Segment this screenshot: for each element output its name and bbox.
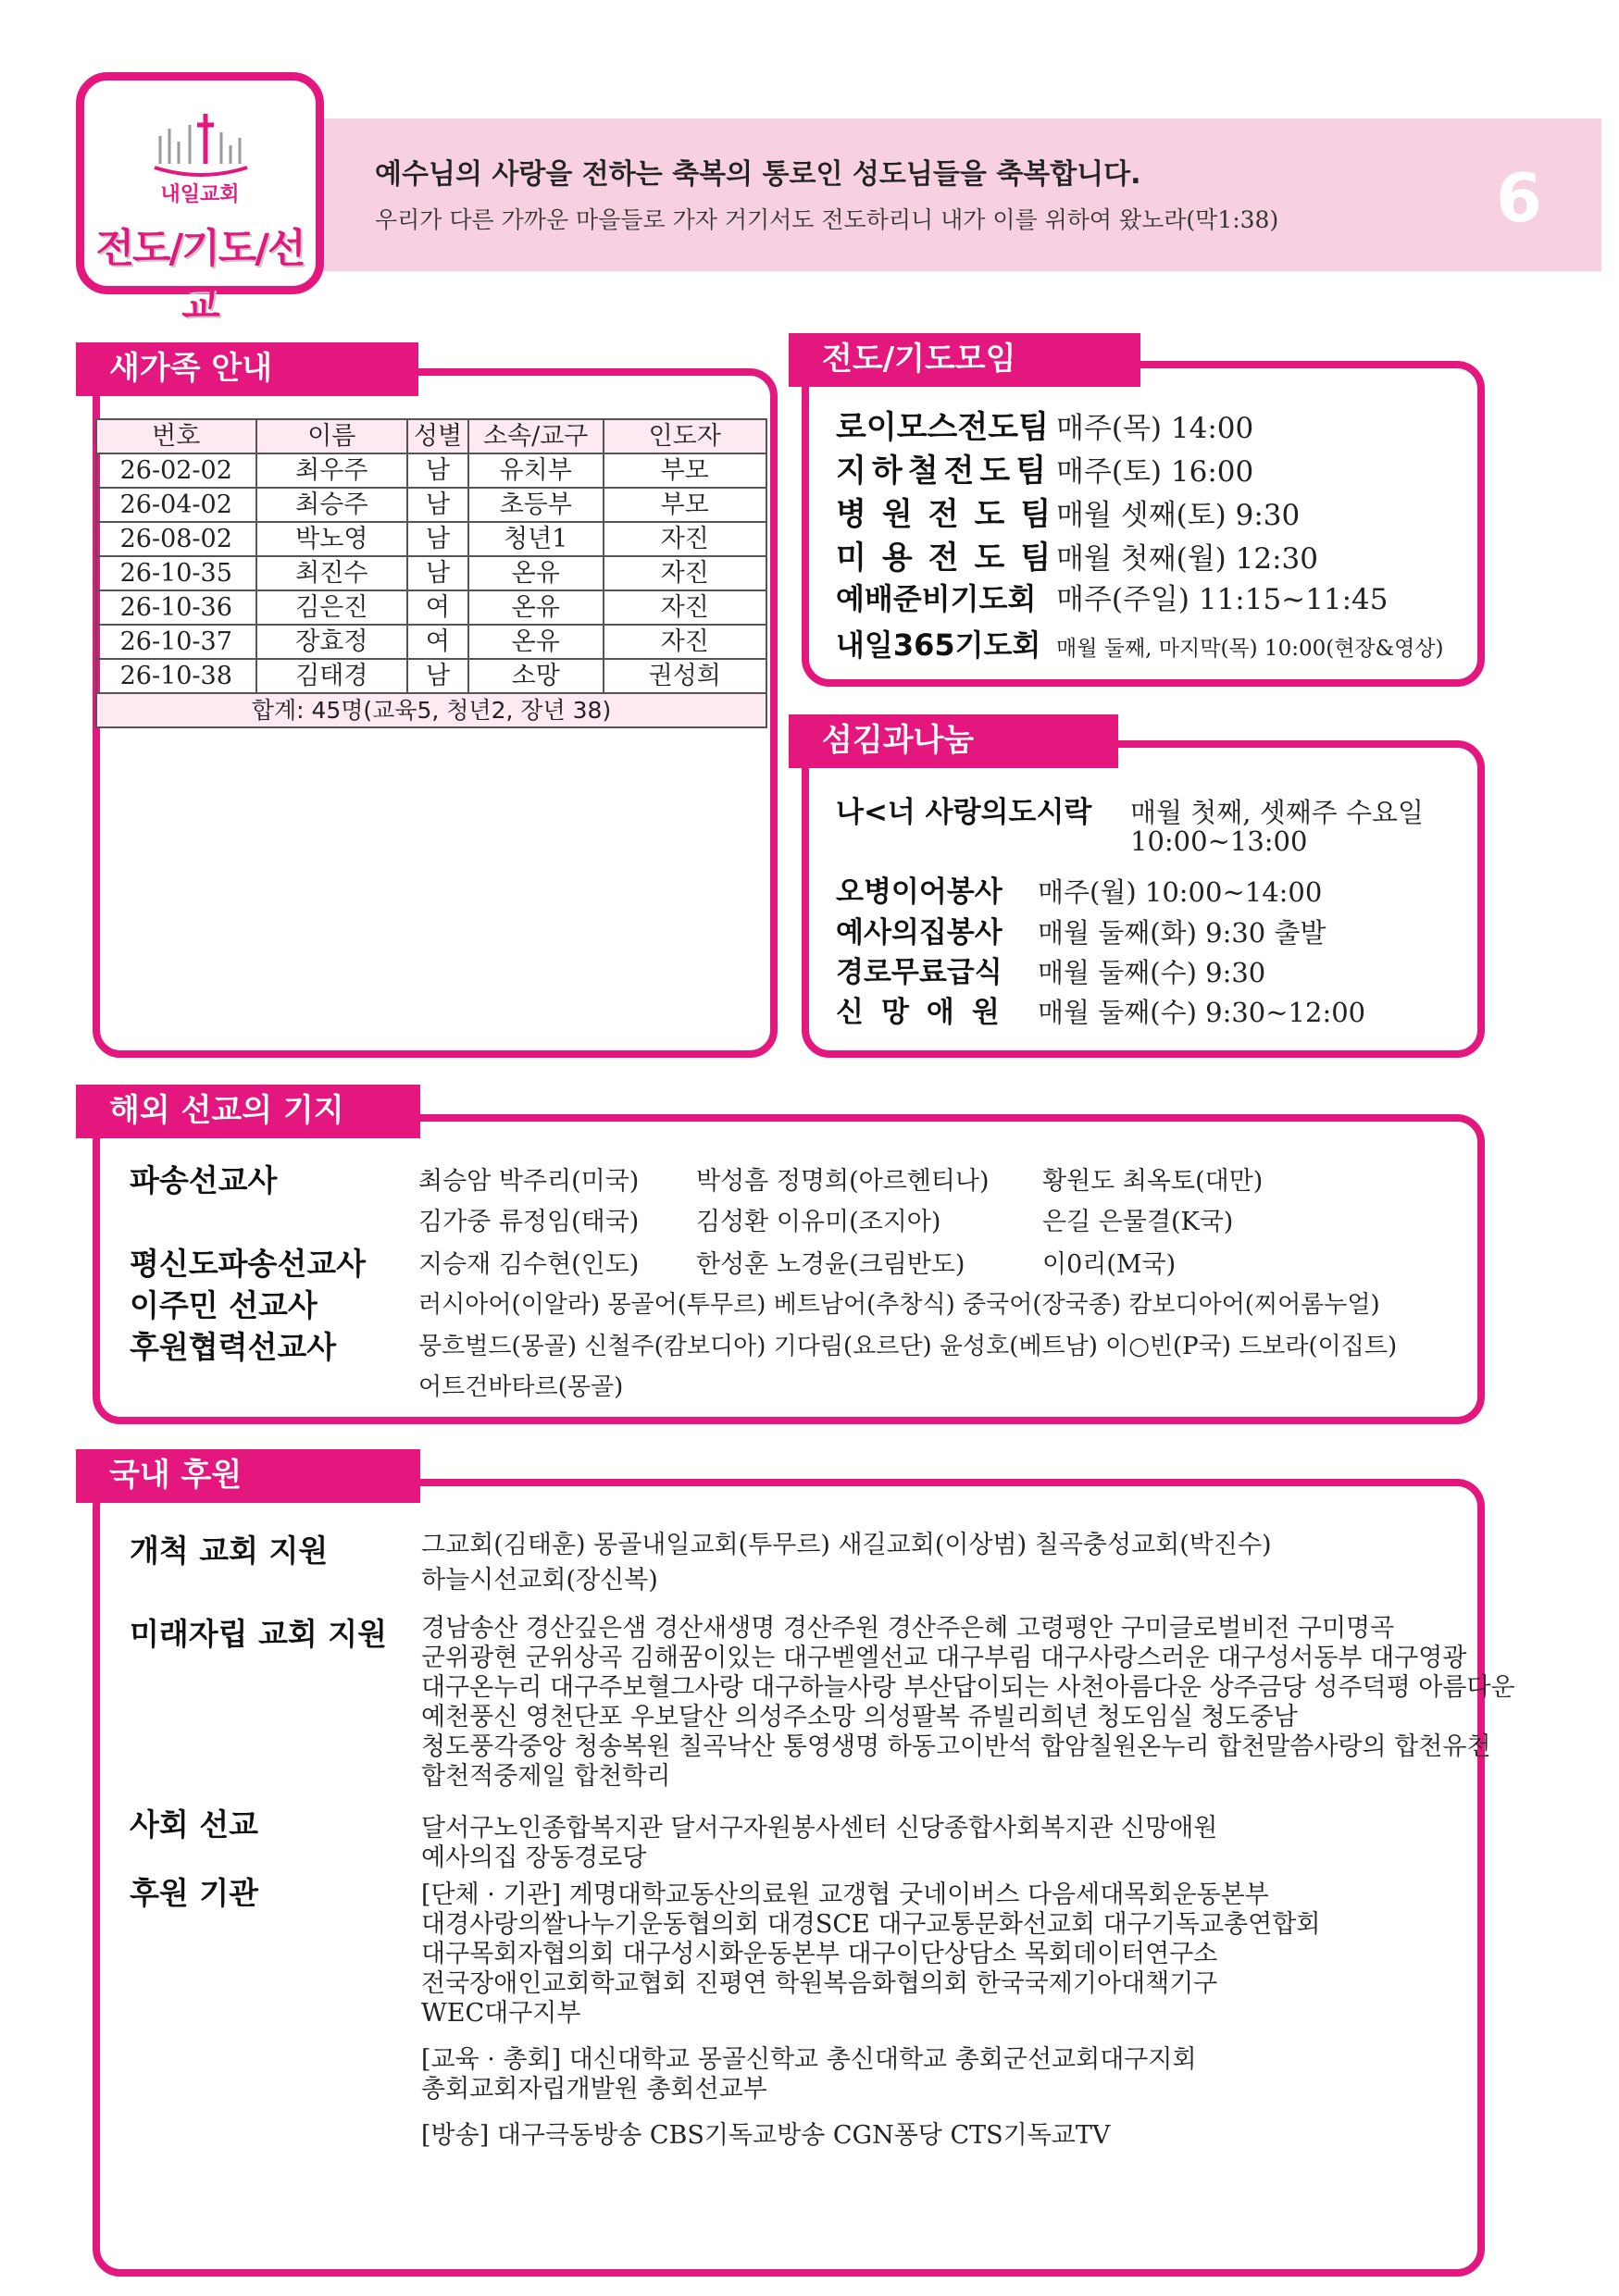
cell-number: 26-10-36: [96, 590, 256, 625]
logo-text: 내일교회: [160, 183, 240, 206]
service-item-name: 신망애원: [836, 996, 1017, 1029]
cell-name: 박노영: [256, 522, 408, 556]
prayer-item-name: 지하철전도팀: [836, 453, 1052, 490]
table-row: [96, 659, 766, 693]
new-family-table: [95, 418, 767, 728]
domestic-box: [93, 1479, 1485, 2277]
service-item-time: 매월 둘째(수) 9:30: [1038, 957, 1266, 988]
cell-name: 김태경: [256, 659, 408, 693]
cell-gender: 여: [407, 590, 468, 625]
social-mission-line: 예사의집 장동경로당: [421, 1843, 647, 1872]
column-header: 이름: [256, 419, 408, 453]
support-org-line: [단체 · 기관] 계명대학교동산의료원 교갱협 굿네이버스 다음세대목회운동본부: [421, 1880, 1269, 1909]
cell-group: 유치부: [468, 453, 604, 488]
prayer-item-name: 로이모스전도팀: [836, 409, 1049, 446]
service-item-name: 나<너 사랑의도시락: [836, 796, 1092, 829]
prayer-item: [836, 622, 1444, 664]
prayer-item-time: 매월 둘째, 마지막(목) 10:00(현장&영상): [1056, 637, 1444, 661]
cell-group: 소망: [468, 659, 604, 693]
prayer-item-time: 매월 셋째(토) 9:30: [1056, 499, 1301, 532]
bible-verse: 우리가 다른 가까운 마을들로 가자 거기서도 전도하리니 내가 이를 위하여 왔노라(막1:38): [375, 206, 1279, 233]
cell-gender: 남: [407, 659, 468, 693]
page-number: 6: [1496, 159, 1543, 237]
table-header-row: [96, 419, 766, 453]
migrant-missionaries-label: 이주민 선교사: [130, 1287, 318, 1323]
future-church-line: 청도풍각중앙 청송복원 칠곡낙산 통영생명 하동고이반석 합암칠원온누리 합천말씀사랑의 합천유천: [421, 1732, 1491, 1761]
cell-group: 온유: [468, 556, 604, 590]
church-logo-box: [76, 72, 324, 329]
support-org-line: 대구목회자협의회 대구성시화운동본부 대구이단상담소 목회데이터연구소: [421, 1940, 1218, 1968]
service-item: [836, 909, 1326, 950]
cell-gender: 남: [407, 488, 468, 522]
missions-title: 해외 선교의 기지: [76, 1085, 420, 1138]
cell-group: 온유: [468, 625, 604, 659]
social-mission-line: 달서구노인종합복지관 달서구자원봉사센터 신당종합사회복지관 신망애원: [421, 1814, 1218, 1843]
table-row: [96, 556, 766, 590]
partner-missionaries-label: 후원협력선교사: [130, 1329, 337, 1365]
pioneer-church-line: 그교회(김태훈) 몽골내일교회(투무르) 새길교회(이상범) 칠곡충성교회(박진수): [421, 1531, 1272, 1559]
prayer-item: [836, 489, 1300, 534]
service-item-name: 오병이어봉사: [836, 875, 1003, 909]
prayer-item: [836, 445, 1253, 490]
service-item: [836, 868, 1322, 910]
table-total-row: [96, 693, 766, 727]
cell-number: 26-02-02: [96, 453, 256, 488]
service-item-time: 매월 첫째, 셋째주 수요일: [1130, 797, 1425, 828]
cell-gender: 남: [407, 453, 468, 488]
service-item-name: 경로무료급식: [836, 956, 1003, 989]
cell-guide: 자진: [604, 590, 767, 625]
prayer-item-name: 미용전도팀: [836, 540, 1067, 577]
support-org-line: WEC대구지부: [421, 1999, 581, 2028]
page-headline: 예수님의 사랑을 전하는 축복의 통로인 성도님들을 축복합니다.: [375, 158, 1141, 191]
cell-name: 최승주: [256, 488, 408, 522]
prayer-item-time: 매월 첫째(월) 12:30: [1056, 542, 1318, 576]
education-line: [교육 · 총회] 대신대학교 몽골신학교 총신대학교 총회군선교회대구지회: [421, 2045, 1197, 2074]
sent-missionaries-row: [418, 1201, 1233, 1237]
cell-guide: 자진: [604, 625, 767, 659]
cell-guide: 자진: [604, 556, 767, 590]
service-title: 섬김과나눔: [789, 714, 1118, 768]
table-row: [96, 522, 766, 556]
missionary: 한성훈 노경윤(크림반도): [696, 1250, 965, 1279]
cell-name: 김은진: [256, 590, 408, 625]
table-row: [96, 590, 766, 625]
prayer-item-time: 매주(주일) 11:15~11:45: [1056, 583, 1389, 616]
prayer-item: [836, 402, 1253, 447]
missionary: 김가중 류정임(태국): [418, 1208, 640, 1236]
prayer-meetings-title: 전도/기도모임: [789, 333, 1140, 387]
cell-number: 26-10-38: [96, 659, 256, 693]
partner-missionaries-row: 뭉흐벌드(몽골) 신철주(캄보디아) 기다림(요르단) 윤성호(베트남) 이○빈(P국) 드보라(이집트): [418, 1333, 1398, 1360]
broadcast-line: [방송] 대구극동방송 CBS기독교방송 CGN퐁당 CTS기독교TV: [421, 2121, 1111, 2150]
cell-guide: 자진: [604, 522, 767, 556]
cell-group: 온유: [468, 590, 604, 625]
sent-missionaries-label: 파송선교사: [130, 1162, 278, 1198]
partner-missionaries-row: 어트건바타르(몽골): [418, 1373, 624, 1401]
cell-name: 장효정: [256, 625, 408, 659]
support-org-line: 전국장애인교회학교협회 진평연 학원복음화협의회 한국국제기아대책기구: [421, 1969, 1218, 1998]
cell-group: 초등부: [468, 488, 604, 522]
cell-gender: 남: [407, 556, 468, 590]
future-church-line: 경남송산 경산깊은샘 경산새생명 경산주원 경산주은혜 고령평안 구미글로벌비전 구미명곡: [421, 1614, 1395, 1643]
table-row: [96, 453, 766, 488]
prayer-item: [836, 532, 1318, 577]
future-church-line: 합천적중제일 합천학리: [421, 1762, 671, 1791]
cell-number: 26-10-35: [96, 556, 256, 590]
cell-number: 26-04-02: [96, 488, 256, 522]
lay-missionaries-label: 평신도파송선교사: [130, 1246, 367, 1282]
service-item-time-2: 10:00~13:00: [1130, 825, 1308, 857]
cell-name: 최진수: [256, 556, 408, 590]
migrant-missionaries-row: 러시아어(이알라) 몽골어(투무르) 베트남어(추창식) 중국어(장국종) 캄보디아어(찌어롬누얼): [418, 1291, 1380, 1319]
support-orgs-label: 후원 기관: [130, 1875, 259, 1911]
domestic-title: 국내 후원: [76, 1449, 420, 1503]
column-header: 소속/교구: [468, 419, 604, 453]
cell-number: 26-10-37: [96, 625, 256, 659]
cell-gender: 남: [407, 522, 468, 556]
service-item-name: 예사의집봉사: [836, 916, 1003, 949]
pioneer-church-label: 개척 교회 지원: [130, 1533, 329, 1569]
future-church-line: 예천풍신 영천단포 우보달산 의성주소망 의성팔복 쥬빌리희년 청도임실 청도중남: [421, 1703, 1298, 1731]
future-church-line: 군위광현 군위상곡 김해꿈이있는 대구벧엘선교 대구부림 대구사랑스러운 대구성서동부 대구영광: [421, 1644, 1467, 1672]
church-logo-icon: [149, 108, 253, 180]
column-header: 번호: [96, 419, 256, 453]
cell-gender: 여: [407, 625, 468, 659]
section-title: 전도/기도/선교: [95, 226, 305, 329]
missionary: 박성흠 정명희(아르헨티나): [696, 1167, 990, 1196]
cell-guide: 부모: [604, 488, 767, 522]
service-item-time: 매월 둘째(화) 9:30 출발: [1038, 917, 1326, 949]
prayer-item: [836, 576, 1388, 618]
service-item-time: 매월 둘째(수) 9:30~12:00: [1038, 997, 1366, 1028]
missionary: 은길 은물결(K국): [1042, 1208, 1234, 1236]
service-item-time: 매주(월) 10:00~14:00: [1038, 876, 1323, 908]
missionary: 지승재 김수현(인도): [418, 1250, 640, 1279]
prayer-item-name: 병원전도팀: [836, 496, 1067, 533]
lay-missionaries-row: [418, 1244, 1176, 1280]
education-line: 총회교회자립개발원 총회선교부: [421, 2075, 767, 2104]
table-row: [96, 488, 766, 522]
cell-group: 청년1: [468, 522, 604, 556]
sent-missionaries-row: [418, 1160, 1263, 1197]
missionary: 이0리(M국): [1042, 1250, 1177, 1279]
service-item: [836, 988, 1365, 1030]
prayer-item-time: 매주(목) 14:00: [1056, 412, 1254, 445]
social-mission-label: 사회 선교: [130, 1806, 259, 1843]
cell-guide: 권성희: [604, 659, 767, 693]
prayer-item-name: 내일365기도회: [836, 627, 1041, 663]
missionary: 김성환 이유미(조지아): [696, 1208, 941, 1236]
missionary: 최승암 박주리(미국): [418, 1167, 640, 1196]
cell-name: 최우주: [256, 453, 408, 488]
cell-guide: 부모: [604, 453, 767, 488]
missionary: 황원도 최옥토(대만): [1042, 1167, 1264, 1196]
header-band: [305, 118, 1601, 271]
future-church-line: 대구온누리 대구주보혈그사랑 대구하늘사랑 부산답이되는 사천아름다운 상주금당 성주덕평 아름다운: [421, 1673, 1515, 1702]
prayer-item-name: 예배준비기도회: [836, 581, 1037, 616]
pioneer-church-line: 하늘시선교회(장신복): [421, 1566, 658, 1595]
future-church-label: 미래자립 교회 지원: [130, 1616, 388, 1652]
service-item: [836, 788, 1424, 830]
cell-number: 26-08-02: [96, 522, 256, 556]
column-header: 성별: [407, 419, 468, 453]
support-org-line: 대경사랑의쌀나누기운동협의회 대경SCE 대구교통문화선교회 대구기독교총연합회: [421, 1910, 1321, 1939]
table-row: [96, 625, 766, 659]
new-family-title: 새가족 안내: [76, 342, 418, 396]
service-item: [836, 949, 1265, 990]
total-count: 합계: 45명(교육5, 청년2, 장년 38): [96, 693, 766, 727]
prayer-item-time: 매주(토) 16:00: [1056, 455, 1254, 489]
column-header: 인도자: [604, 419, 767, 453]
